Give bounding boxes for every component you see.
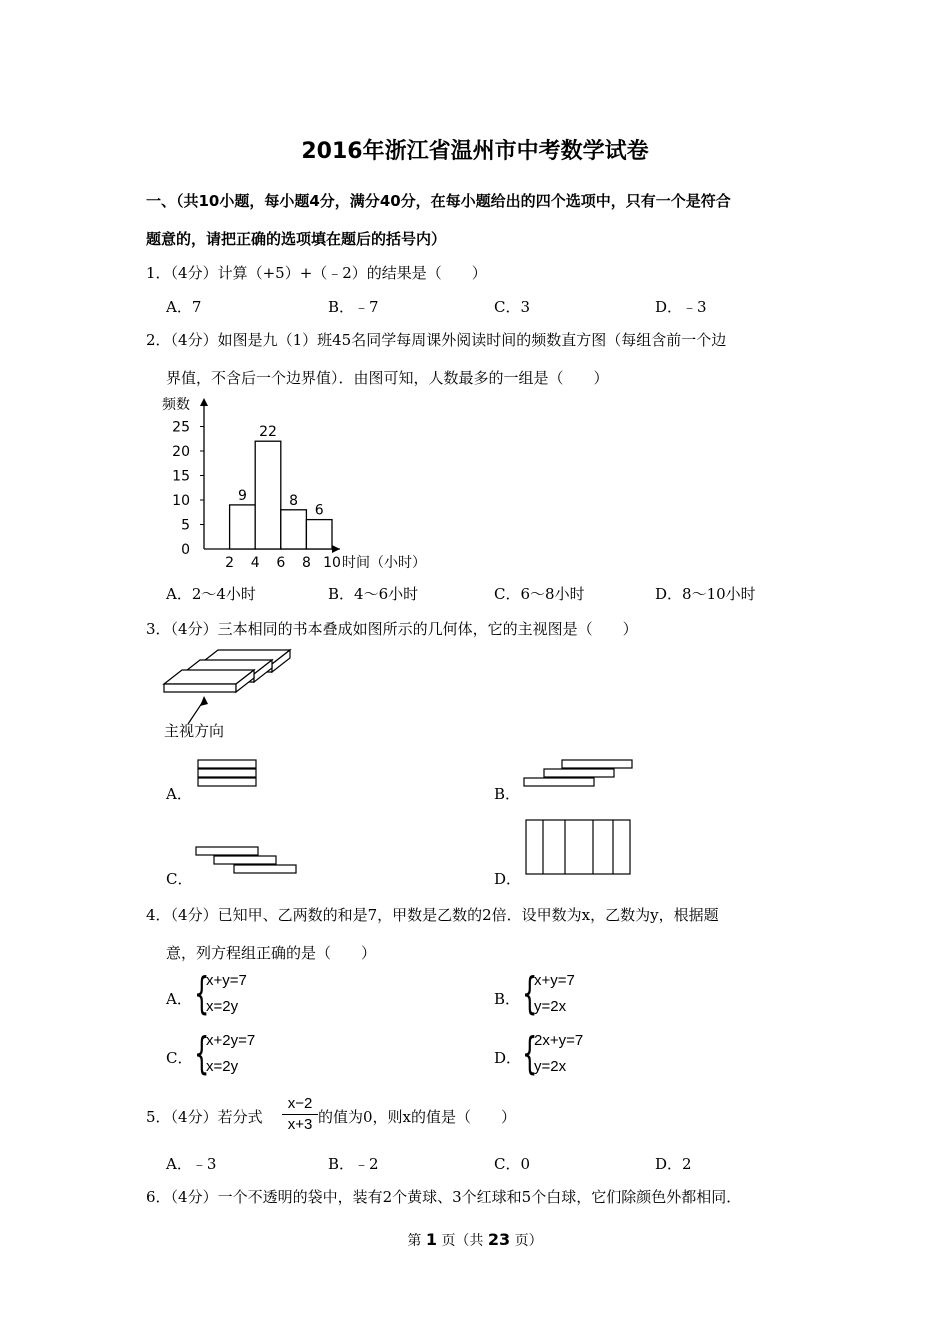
question-2-stem-line2: 界值，不含后一个边界值）．由图可知，人数最多的一组是（ ）: [166, 369, 609, 387]
histogram-bar: [306, 520, 332, 549]
q3-option-c: C．: [166, 870, 193, 888]
bar-data-label: 9: [237, 487, 247, 504]
x-tick-label: 8: [301, 555, 311, 571]
total-pages: 23: [487, 1230, 511, 1249]
page-number: 1: [425, 1230, 437, 1249]
y-tick-label: 25: [172, 419, 190, 436]
q4-option-c-letter: C．: [166, 1049, 193, 1067]
histogram-bar: [281, 510, 307, 549]
page-title: 2016年浙江省温州市中考数学试卷: [301, 139, 649, 164]
y-tick-label: 15: [172, 468, 190, 485]
question-4-stem-line2: 意，列方程组正确的是（ ）: [166, 944, 377, 962]
x-tick-label: 4: [250, 555, 260, 571]
q4-option-b-letter: B．: [494, 990, 521, 1008]
y-axis-arrow-icon: [200, 398, 208, 406]
q4-option-a-letter: A．: [166, 990, 192, 1008]
q5-option-b: B．﹣2: [328, 1155, 379, 1173]
y-axis-label: 频数: [162, 397, 190, 413]
q4-option-d-letter: D．: [494, 1049, 522, 1067]
y-tick-label: 5: [181, 517, 190, 534]
histogram-bar: [255, 441, 281, 549]
histogram-bar: [230, 505, 256, 549]
question-6-stem: 6．（4分）一个不透明的袋中，装有2个黄球、3个红球和5个白球，它们除颜色外都相同．: [146, 1188, 742, 1206]
bar-data-label: 8: [289, 492, 299, 509]
q3-option-c-figure[interactable]: [194, 844, 302, 880]
q1-option-a: A．7: [166, 298, 202, 316]
q4-option-d-system: { 2x+y=7 y=2x: [522, 1028, 584, 1079]
bar-data-label: 22: [259, 424, 277, 441]
brace-icon: {: [522, 1028, 538, 1079]
brace-icon: {: [194, 1028, 210, 1079]
q5-option-c: C．0: [494, 1155, 531, 1173]
q4-option-b-system: { x+y=7 y=2x: [522, 968, 575, 1019]
page-footer: 第 1 页（共 23 页）: [407, 1230, 543, 1249]
q2-option-c: C．6～8小时: [494, 585, 585, 603]
section-heading-line1: 一、（共10小题，每小题4分，满分40分，在每小题给出的四个选项中，只有一个是符合: [146, 192, 731, 210]
q3-option-b-figure[interactable]: [522, 756, 636, 792]
q4-option-a-system: { x+y=7 x=2y: [194, 968, 247, 1019]
q1-option-d: D．﹣3: [655, 298, 707, 316]
q5-option-d: D．2: [655, 1155, 692, 1173]
question-5-stem-after: 的值为0，则x的值是（ ）: [318, 1108, 517, 1126]
q3-option-b: B．: [494, 785, 521, 803]
q1-option-b: B．﹣7: [328, 298, 379, 316]
x-axis-label: 时间（小时）: [342, 555, 426, 571]
question-2-stem-line1: 2．（4分）如图是九（1）班45名同学每周课外阅读时间的频数直方图（每组含前一个边: [146, 331, 727, 349]
q2-option-b: B．4～6小时: [328, 585, 419, 603]
question-3-stem: 3．（4分）三本相同的书本叠成如图所示的几何体，它的主视图是（ ）: [146, 620, 638, 638]
q5-option-a: A．﹣3: [166, 1155, 217, 1173]
question-5-stem-before: 5．（4分）若分式: [146, 1108, 263, 1126]
histogram-chart: [160, 392, 460, 574]
y-tick-label: 10: [172, 493, 190, 509]
question-4-stem-line1: 4．（4分）已知甲、乙两数的和是7，甲数是乙数的2倍．设甲数为x，乙数为y，根据题: [146, 906, 719, 924]
x-axis-arrow-icon: [332, 545, 340, 553]
q3-option-a: A．: [166, 785, 192, 803]
y-tick-label: 20: [172, 444, 190, 460]
brace-icon: {: [522, 968, 538, 1019]
x-tick-label: 10: [323, 555, 341, 571]
q3-option-d-figure[interactable]: [524, 818, 634, 878]
q4-option-c-system: { x+2y=7 x=2y: [194, 1028, 256, 1079]
x-tick-label: 6: [276, 555, 286, 571]
fraction-numerator: x−2: [282, 1094, 318, 1115]
bar-data-label: 6: [314, 502, 324, 519]
x-tick-label: 2: [225, 555, 235, 571]
fraction-denominator: x+3: [287, 1116, 313, 1133]
q3-option-d: D．: [494, 870, 522, 888]
question-1-stem: 1．（4分）计算（+5）+（﹣2）的结果是（ ）: [146, 264, 487, 282]
y-tick-label: 0: [181, 542, 190, 558]
q2-option-d: D．8～10小时: [655, 585, 756, 603]
q2-option-a: A．2～4小时: [166, 585, 256, 603]
fraction: [282, 1094, 318, 1135]
view-direction-label: 主视方向: [164, 722, 225, 740]
chart-layer: [162, 396, 426, 571]
q3-option-a-figure[interactable]: [196, 758, 260, 792]
q1-option-c: C．3: [494, 298, 531, 316]
brace-icon: {: [194, 968, 210, 1019]
section-heading-line2: 题意的，请把正确的选项填在题后的括号内）: [146, 230, 447, 248]
